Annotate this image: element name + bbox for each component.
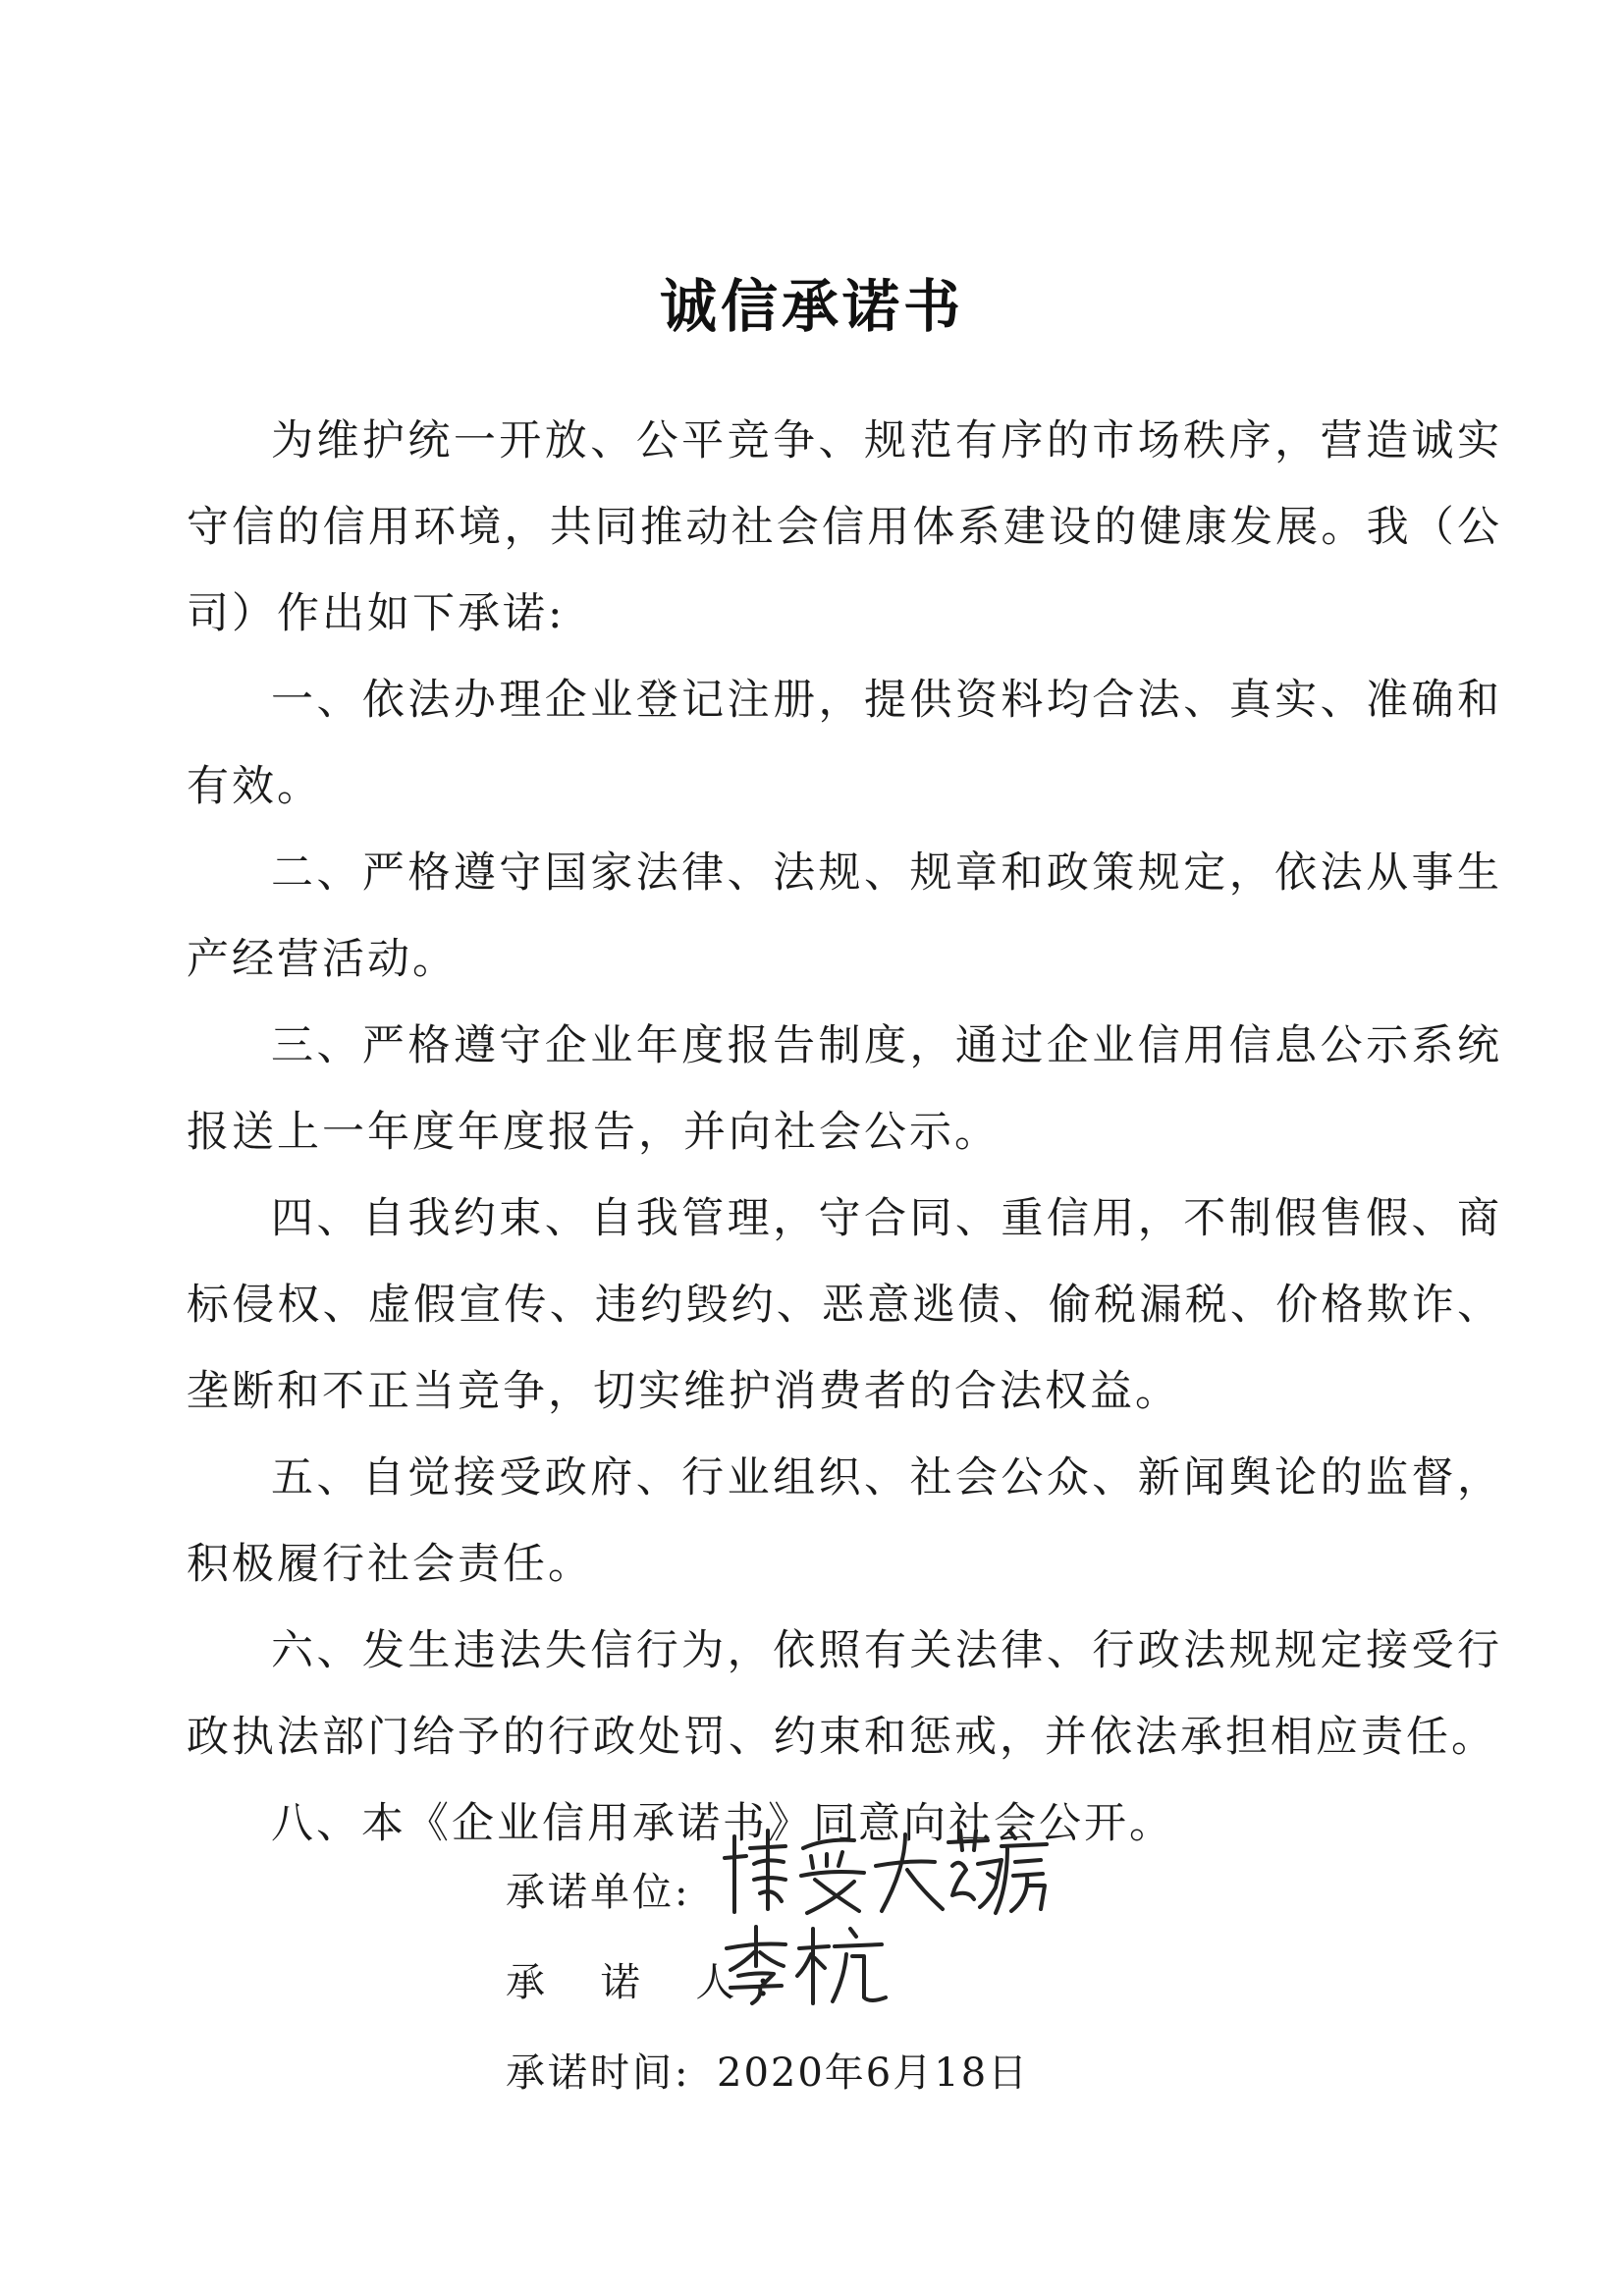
- signature-block: [506, 1827, 1193, 2098]
- paragraph-item-6: 六、发生违法失信行为，依照有关法律、行政法规规定接受行政执法部门给予的行政处罚、约束和惩戒，并依法承担相应责任。: [187, 1626, 1502, 1762]
- document-body: [187, 398, 1502, 1867]
- signature-person-handwriting: [717, 1919, 893, 2007]
- paragraph-item-1: 一、依法办理企业登记注册，提供资料均合法、真实、准确和有效。: [187, 676, 1502, 811]
- document-title: 诚信承诺书: [659, 273, 964, 340]
- signature-unit-handwriting: [717, 1819, 1051, 1917]
- signature-time-row: [506, 2007, 1193, 2098]
- paragraph-intro: 为维护统一开放、公平竞争、规范有序的市场秩序，营造诚实守信的信用环境，共同推动社会信用体系建设的健康发展。我（公司）作出如下承诺:: [187, 416, 1502, 638]
- signature-person-label: 承 诺 人:: [506, 1960, 791, 2005]
- signature-unit-label: 承诺单位:: [506, 1870, 691, 1915]
- signature-time-value: 2020年6月18日: [717, 2050, 1030, 2096]
- signature-unit-row: [506, 1827, 1193, 1917]
- signature-time-label: 承诺时间:: [506, 2050, 691, 2096]
- signature-person-row: [506, 1917, 1193, 2007]
- paragraph-item-8: 八、本《企业信用承诺书》同意向社会公开。: [271, 1799, 1174, 1848]
- paragraph-item-2: 二、严格遵守国家法律、法规、规章和政策规定，依法从事生产经营活动。: [187, 848, 1502, 984]
- paragraph-item-3: 三、严格遵守企业年度报告制度，通过企业信用信息公示系统报送上一年度年度报告，并向社会公示。: [187, 1021, 1502, 1157]
- paragraph-item-5: 五、自觉接受政府、行业组织、社会公众、新闻舆论的监督，积极履行社会责任。: [187, 1453, 1502, 1589]
- paragraph-item-4: 四、自我约束、自我管理，守合同、重信用，不制假售假、商标侵权、虚假宣传、违约毁约、恶意逃债、偷税漏税、价格欺诈、垄断和不正当竞争，切实维护消费者的合法权益。: [187, 1194, 1502, 1416]
